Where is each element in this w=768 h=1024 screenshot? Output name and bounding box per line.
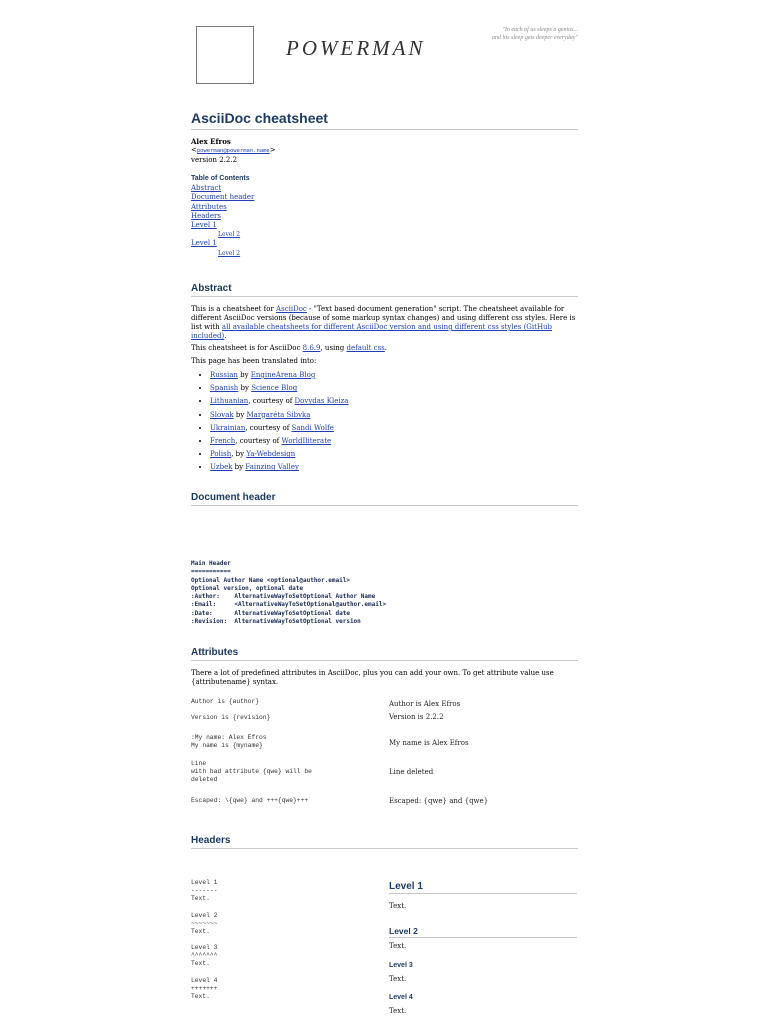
toc-link[interactable]: Headers (191, 211, 221, 220)
text: , by (231, 450, 247, 459)
toc-link[interactable]: Level 1 (191, 221, 217, 230)
section-title-abstract: Abstract (191, 283, 578, 297)
text: by (232, 463, 246, 472)
brand-name: POWERMAN (286, 36, 426, 60)
attribute-example-result: My name is Alex Efros (389, 739, 469, 747)
lang-link[interactable]: Uzbek (210, 463, 233, 472)
level-3-heading: Level 3 (389, 962, 413, 969)
level-2-text: Text. (389, 942, 407, 950)
toc-link[interactable]: Document header (191, 193, 255, 202)
toc-link[interactable]: Level 2 (218, 231, 241, 239)
attribute-example-code: Escaped: \{qwe} and +++{qwe}+++ (191, 797, 309, 804)
author-name: Alex Efros (191, 137, 231, 146)
level-2-heading: Level 2 (389, 926, 577, 938)
toc-item-document-header (191, 193, 254, 202)
list-item (210, 369, 348, 382)
translator-link[interactable]: Margaréta Sibvka (246, 410, 311, 419)
text: , courtesy of (235, 437, 282, 446)
lang-link[interactable]: Spanish (210, 384, 239, 393)
toc-link[interactable]: Attributes (191, 202, 227, 211)
lang-link[interactable]: French (210, 437, 236, 446)
lang-link[interactable]: Lithuanian (210, 397, 249, 406)
list-item (210, 382, 348, 395)
header-example-code: Level 2 ~~~~~~~ Text. (191, 912, 218, 935)
text: by (237, 371, 251, 379)
lang-link[interactable]: Polish (210, 450, 232, 459)
toc-item-level-2 (191, 230, 254, 239)
lang-link[interactable]: Slovak (210, 410, 234, 419)
section-title-document-header: Document header (191, 492, 578, 506)
page-title: AsciiDoc cheatsheet (191, 110, 578, 130)
abstract-paragraph-2 (191, 344, 578, 353)
toc-item-abstract (191, 184, 254, 193)
list-item (210, 435, 348, 448)
translator-link[interactable]: Dovydas Kleiza (294, 397, 349, 406)
section-title-attributes: Attributes (191, 647, 578, 661)
quote (470, 26, 578, 42)
quote-line-1: "In each of us sleeps a genius... (502, 27, 578, 33)
version-link[interactable]: 8.6.9 (302, 344, 321, 352)
translator-link[interactable]: Ya-Webdesign (246, 450, 296, 459)
author-email-line (191, 146, 276, 156)
css-link[interactable]: default css (346, 344, 385, 352)
text: , courtesy of (248, 397, 295, 406)
level-4-text: Text. (389, 1007, 407, 1015)
attribute-example-code: :My name: Alex Efros My name is {myname} (191, 734, 267, 749)
toc-item-headers (191, 212, 254, 221)
list-item (210, 461, 348, 474)
translator-link[interactable]: Science Blog (251, 384, 298, 393)
text: , using (320, 344, 347, 352)
level-4-heading: Level 4 (389, 994, 413, 1001)
logo-box (196, 26, 254, 84)
lang-link[interactable]: Ukrainian (210, 423, 246, 432)
document-header-code: Main Header =========== Optional Author Name <optional@author.email> Optional version, optional date :Author: AlternativeWayToSetOptional Author Name :Email: <AlternativeWayToSetOptional@author.email> :Date: AlternativeWayToSetOptional date :Revision: AlternativeWayToSetOptional version (191, 560, 387, 626)
text: . (384, 344, 388, 352)
toc-item-level-1b (191, 239, 254, 248)
header-example-code: Level 1 ------- Text. (191, 879, 218, 902)
text: , courtesy of (245, 423, 292, 432)
version-line: version 2.2.2 (191, 156, 238, 164)
attribute-example-code: Line with bad attribute {qwe} will be deleted (191, 760, 312, 783)
attribute-example-result: Escaped: {qwe} and {qwe} (389, 797, 489, 805)
lang-link[interactable]: Russian (210, 371, 238, 379)
text: - "Text based document generation" script. The cheatsheet available for different AsciiDoc versions (because of some markup syntax changes) and using different css styles. Here is list with (191, 305, 576, 331)
toc-title: Table of Contents (191, 175, 250, 182)
translator-link[interactable]: Sandi Wolfe (291, 423, 334, 432)
list-item (210, 448, 348, 461)
translations-list (201, 369, 348, 475)
email-open: < (191, 146, 197, 154)
toc-link[interactable]: Abstract (191, 184, 222, 193)
table-of-contents (191, 174, 254, 258)
text: . (224, 332, 227, 340)
section-title-headers: Headers (191, 835, 578, 849)
translator-link[interactable]: Fainzing Valley (245, 463, 299, 472)
translator-link[interactable]: WorldIliterate (281, 437, 332, 446)
header-example-code: Level 3 ^^^^^^^ Text. (191, 944, 218, 967)
author-email-link[interactable]: powerman@powerman.name (196, 148, 270, 154)
text: by (233, 410, 247, 419)
attribute-example-code: Author is {author} Version is {revision} (191, 698, 271, 721)
list-item (210, 409, 348, 422)
text: This cheatsheet is for AsciiDoc (191, 344, 303, 352)
author-block (191, 137, 276, 165)
attributes-intro: There a lot of predefined attributes in AsciiDoc, plus you can add your own. To get attribute value use {attributename} syntax. (191, 669, 554, 686)
asciidoc-link[interactable]: AsciiDoc (276, 305, 307, 313)
abstract-paragraph-1 (191, 305, 578, 341)
toc-link[interactable]: Level 2 (218, 249, 241, 257)
abstract-paragraph-3: This page has been translated into: (191, 357, 317, 365)
attribute-example-result: Author is Alex Efros Version is 2.2.2 (389, 700, 461, 721)
email-close: > (269, 146, 276, 154)
text: by (238, 384, 252, 393)
attribute-example-result: Line deleted (389, 768, 434, 776)
text: This is a cheatsheet for (191, 305, 277, 313)
cheatsheets-link[interactable]: all available cheatsheets for different AsciiDoc version and using different css styles (GitHub included) (191, 323, 553, 340)
level-1-text: Text. (389, 902, 407, 910)
toc-item-level-1 (191, 221, 254, 230)
toc-item-level-2b (191, 249, 254, 258)
list-item (210, 422, 348, 435)
translator-link[interactable]: EngineArena Blog (250, 371, 316, 379)
level-1-heading: Level 1 (389, 881, 577, 894)
quote-line-2: and his sleep gets deeper everyday" (492, 35, 578, 41)
toc-item-attributes (191, 203, 254, 212)
header-example-code: Level 4 +++++++ Text. (191, 977, 218, 1000)
toc-link[interactable]: Level 1 (191, 239, 217, 248)
level-3-text: Text. (389, 975, 407, 983)
list-item (210, 395, 348, 408)
